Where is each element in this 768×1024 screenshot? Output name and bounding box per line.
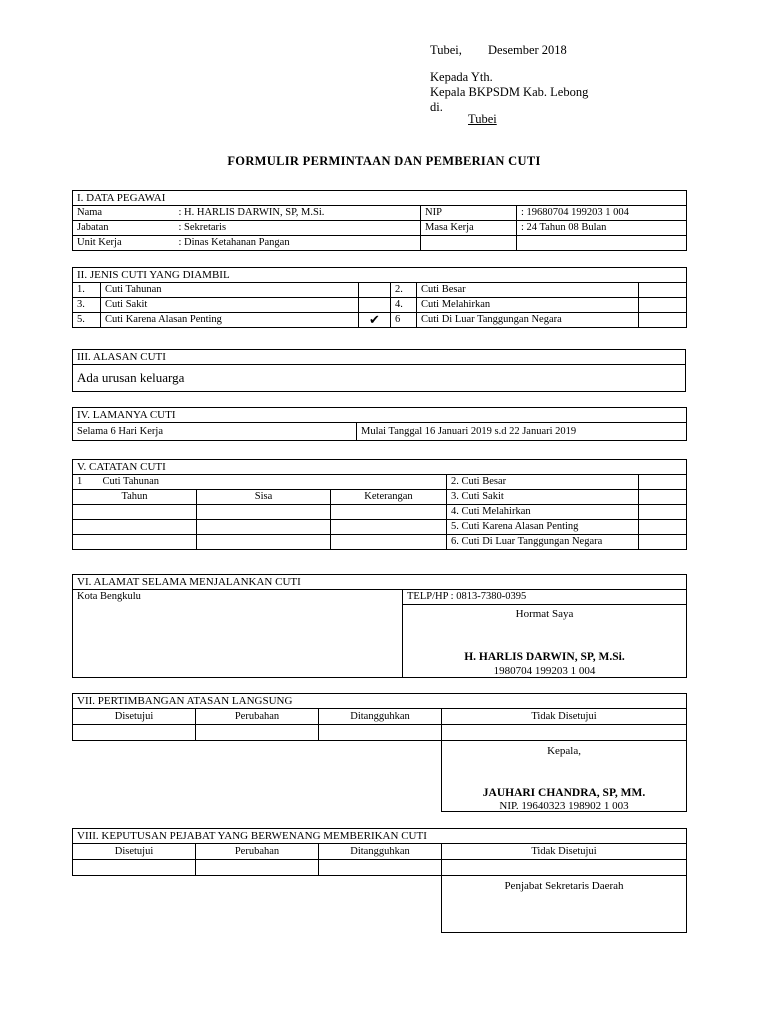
jenis-cuti-row — [73, 313, 687, 328]
decision-cell[interactable] — [319, 860, 442, 876]
section-alamat — [72, 574, 687, 678]
decision-cell[interactable] — [196, 725, 319, 741]
catatan-value — [639, 520, 687, 535]
checkbox-cell[interactable] — [639, 313, 687, 328]
catatan-value — [639, 535, 687, 550]
masa-kerja-value: : 24 Tahun 08 Bulan — [517, 221, 687, 236]
checkbox-cell[interactable] — [359, 298, 391, 313]
header-to-line2: Kepala BKPSDM Kab. Lebong — [430, 85, 589, 99]
col-perubahan: Perubahan — [196, 709, 319, 725]
empty-cell — [73, 876, 442, 933]
section-heading: III. ALASAN CUTI — [73, 350, 686, 365]
address-text: Kota Bengkulu — [73, 590, 403, 678]
header-date: Desember 2018 — [488, 43, 567, 57]
row-number: 4. — [391, 298, 417, 313]
jabatan-label: Jabatan — [73, 221, 175, 236]
section-data-pegawai — [72, 190, 687, 251]
row-number: 2. — [391, 283, 417, 298]
form-title: FORMULIR PERMINTAAN DAN PEMBERIAN CUTI — [227, 154, 541, 168]
row-number: 6 — [391, 313, 417, 328]
col-sisa: Sisa — [197, 490, 331, 505]
checkbox-cell[interactable] — [639, 298, 687, 313]
cuti-tahunan-label: Cuti Tahunan — [99, 475, 447, 490]
date-range-text: Mulai Tanggal 16 Januari 2019 s.d 22 Januari 2019 — [357, 423, 687, 441]
section-heading: II. JENIS CUTI YANG DIAMBIL — [73, 268, 687, 283]
decision-cell[interactable] — [73, 725, 196, 741]
catatan-item: 6. Cuti Di Luar Tanggungan Negara — [447, 535, 639, 550]
col-ditangguhkan: Ditangguhkan — [319, 844, 442, 860]
section-heading: V. CATATAN CUTI — [73, 460, 687, 475]
catatan-item: 4. Cuti Melahirkan — [447, 505, 639, 520]
section-heading: I. DATA PEGAWAI — [73, 191, 687, 206]
section-jenis-cuti — [72, 267, 687, 328]
empty-cell — [73, 741, 442, 812]
header-to-line3: di. — [430, 100, 443, 114]
col-disetujui: Disetujui — [73, 709, 196, 725]
nip-label: NIP — [421, 206, 517, 221]
catatan-value — [639, 490, 687, 505]
nip-value: : 19680704 199203 1 004 — [517, 206, 687, 221]
decision-cell[interactable] — [73, 860, 196, 876]
jabatan-value: : Sekretaris — [175, 221, 421, 236]
section-catatan-cuti — [72, 459, 687, 550]
row-number: 5. — [73, 313, 101, 328]
jenis-cuti-row — [73, 298, 687, 313]
header-to-line4: Tubei — [468, 112, 497, 126]
header-place: Tubei, — [430, 43, 462, 57]
section-keputusan — [72, 828, 687, 933]
decision-cell[interactable] — [319, 725, 442, 741]
section-lamanya-cuti — [72, 407, 687, 441]
catatan-value — [639, 505, 687, 520]
section-alasan-cuti — [72, 349, 686, 392]
header-to-line1: Kepada Yth. — [430, 70, 493, 84]
signer-name: H. HARLIS DARWIN, SP, M.Si. — [464, 651, 625, 663]
decision-cell[interactable] — [442, 860, 687, 876]
jenis-cuti-row — [73, 283, 687, 298]
row-number: 1. — [73, 283, 101, 298]
col-keterangan: Keterangan — [331, 490, 447, 505]
empty-cell — [73, 520, 197, 535]
catatan-item: 2. Cuti Besar — [447, 475, 639, 490]
leave-type-label: Cuti Karena Alasan Penting — [101, 313, 359, 328]
empty-cell — [197, 505, 331, 520]
signature-block — [442, 876, 687, 933]
signer-name: JAUHARI CHANDRA, SP, MM. — [482, 787, 646, 799]
masa-kerja-label: Masa Kerja — [421, 221, 517, 236]
empty-cell — [73, 505, 197, 520]
empty-cell — [331, 535, 447, 550]
kepala-text: Kepala, — [547, 745, 581, 757]
section-heading: IV. LAMANYA CUTI — [73, 408, 687, 423]
col-perubahan: Perubahan — [196, 844, 319, 860]
unit-kerja-value: : Dinas Ketahanan Pangan — [175, 236, 421, 251]
empty-cell — [197, 535, 331, 550]
col-ditangguhkan: Ditangguhkan — [319, 709, 442, 725]
section-heading: VIII. KEPUTUSAN PEJABAT YANG BERWENANG MEMBERIKAN CUTI — [73, 829, 687, 844]
section-pertimbangan — [72, 693, 687, 812]
empty-cell — [331, 520, 447, 535]
signer-nip: 1980704 199203 1 004 — [493, 665, 596, 677]
col-disetujui: Disetujui — [73, 844, 196, 860]
col-tahun: Tahun — [73, 490, 197, 505]
unit-kerja-label: Unit Kerja — [73, 236, 175, 251]
decision-cell[interactable] — [196, 860, 319, 876]
signer-nip: NIP. 19640323 198902 1 003 — [499, 800, 629, 812]
pejabat-text: Penjabat Sekretaris Daerah — [504, 880, 624, 892]
empty-cell — [73, 535, 197, 550]
checkbox-cell[interactable] — [639, 283, 687, 298]
catatan-item: 5. Cuti Karena Alasan Penting — [447, 520, 639, 535]
row-number: 1 — [73, 475, 99, 490]
check-icon[interactable]: ✔ — [359, 313, 391, 328]
section-heading: VI. ALAMAT SELAMA MENJALANKAN CUTI — [73, 575, 687, 590]
telp-text: TELP/HP : 0813-7380-0395 — [403, 590, 687, 605]
hormat-text: Hormat Saya — [515, 608, 574, 620]
empty-cell — [197, 520, 331, 535]
col-tidak-disetujui: Tidak Disetujui — [442, 709, 687, 725]
decision-cell[interactable] — [442, 725, 687, 741]
leave-type-label: Cuti Tahunan — [101, 283, 359, 298]
empty-cell — [331, 505, 447, 520]
leave-type-label: Cuti Sakit — [101, 298, 359, 313]
empty-cell — [421, 236, 517, 251]
catatan-item: 3. Cuti Sakit — [447, 490, 639, 505]
signature-block — [403, 605, 687, 678]
checkbox-cell[interactable] — [359, 283, 391, 298]
nama-value: : H. HARLIS DARWIN, SP, M.Si. — [175, 206, 421, 221]
empty-cell — [517, 236, 687, 251]
alasan-text[interactable]: Ada urusan keluarga — [73, 365, 686, 392]
col-tidak-disetujui: Tidak Disetujui — [442, 844, 687, 860]
nama-label: Nama — [73, 206, 175, 221]
leave-type-label: Cuti Melahirkan — [417, 298, 639, 313]
catatan-value — [639, 475, 687, 490]
duration-text: Selama 6 Hari Kerja — [73, 423, 357, 441]
leave-type-label: Cuti Besar — [417, 283, 639, 298]
row-number: 3. — [73, 298, 101, 313]
signature-block — [442, 741, 687, 812]
leave-type-label: Cuti Di Luar Tanggungan Negara — [417, 313, 639, 328]
section-heading: VII. PERTIMBANGAN ATASAN LANGSUNG — [73, 694, 687, 709]
